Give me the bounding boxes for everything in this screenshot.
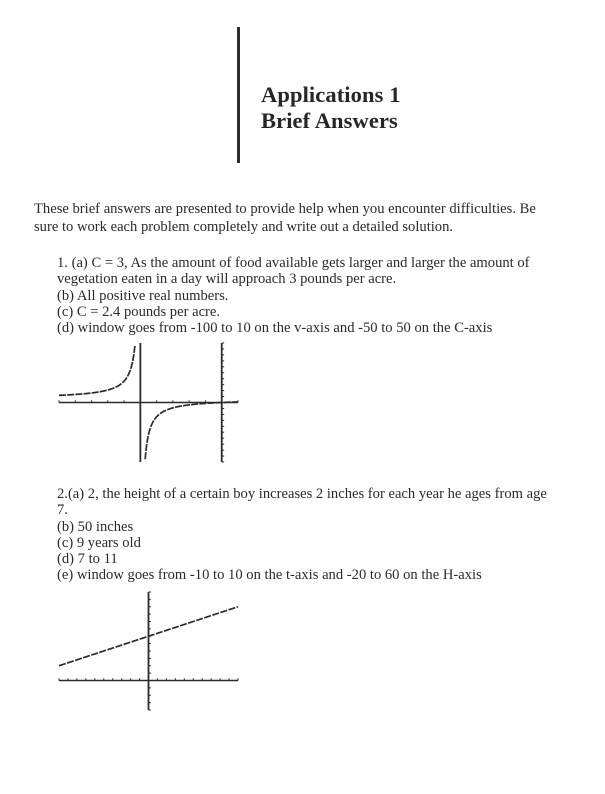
problem-2-answers [57, 486, 597, 584]
answer-line: (c) 9 years old [57, 534, 141, 551]
intro-paragraph [34, 201, 594, 236]
answer-line: 2.(a) 2, the height of a certain boy increases 2 inches for each year he ages from age [57, 486, 547, 502]
food-consumption-graph [50, 335, 250, 470]
title-line-2: Brief Answers [261, 108, 398, 133]
page-title [261, 82, 401, 134]
answer-line: (e) window goes from -10 to 10 on the t-axis and -20 to 60 on the H-axis [57, 567, 482, 584]
answer-line: 7. [57, 502, 68, 519]
answer-line: (b) 50 inches [57, 518, 134, 535]
function-curve-1 [59, 345, 135, 395]
answer-line: 1. (a) C = 3, As the amount of food available gets larger and larger the amount of [57, 255, 530, 271]
intro-line-1: These brief answers are presented to provide help when you encounter difficulties. Be [34, 201, 536, 217]
answer-line: vegetation eaten in a day will approach 3 pounds per acre. [57, 271, 397, 288]
height-growth-graph [50, 585, 250, 715]
title-line-1: Applications 1 [261, 82, 401, 107]
title-divider-bar [237, 27, 240, 163]
problem-1-answers [57, 255, 597, 336]
answer-line: (c) C = 2.4 pounds per acre. [57, 303, 221, 320]
answer-line: (d) 7 to 11 [57, 551, 118, 568]
intro-line-2: sure to work each problem completely and write out a detailed solution. [34, 218, 454, 235]
answer-line: (b) All positive real numbers. [57, 287, 229, 304]
answer-line: (d) window goes from -100 to 10 on the v-axis and -50 to 50 on the C-axis [57, 320, 493, 337]
